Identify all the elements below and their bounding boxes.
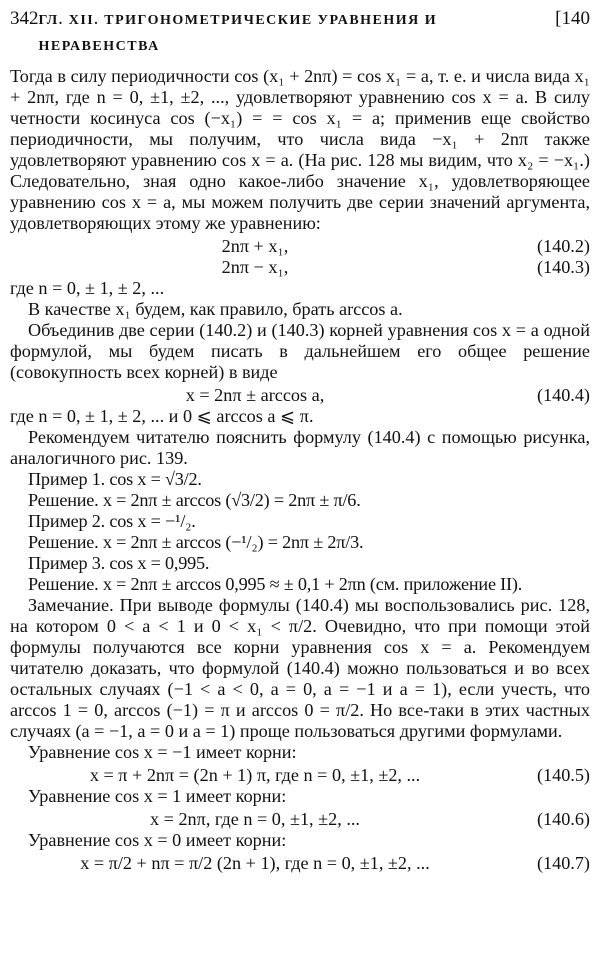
equation-expression: x = 2nπ ± arccos a, <box>185 385 325 405</box>
case-intro: Уравнение cos x = 1 имеет корни: <box>28 786 287 806</box>
equation-number: (140.7) <box>536 853 590 873</box>
example-2: Пример 2. cos x = −¹/₂. <box>28 511 196 531</box>
equation-expression: 2nπ + x₁, <box>221 236 289 256</box>
equation-expression: x = π/2 + nπ = π/2 (2n + 1), где n = 0, ±1, ±2, ... <box>80 853 430 873</box>
equation-140-4 <box>10 385 590 406</box>
book-page <box>10 0 590 874</box>
chapter-title: ГЛ. XII. ТРИГОНОМЕТРИЧЕСКИЕ УРАВНЕНИЯ И НЕРАВЕНСТВА <box>38 13 438 54</box>
equation-number: (140.5) <box>536 765 590 785</box>
equation-140-7 <box>10 853 590 874</box>
remark-paragraph: Замечание. При выводе формулы (140.4) мы воспользовались рис. 128, на котором 0 < a < 1 и 0 < x₁ < π/2. Очевидно, что при помощи этой формулы получаются все корни уравнения cos x = a. Рекомендуем читателю доказать, что формулой (140.4) можно пользоваться и во всех остальных случаях (−1 < a < 0, a = 0, a = −1 и a = 1), если учесть, что arccos 1 = 0, arccos (−1) = π и arccos 0 = π/2. Но все-таки в этих частных случаях (a = −1, a = 0 и a = 1) проще пользоваться другими формулами. <box>10 595 590 741</box>
equation-expression: 2nπ − x₁, <box>221 257 289 277</box>
where-clause: где n = 0, ± 1, ± 2, ... и 0 ⩽ arccos a ⩽ π. <box>10 406 314 426</box>
page-number: 342 <box>10 8 39 29</box>
case-intro: Уравнение cos x = 0 имеет корни: <box>28 830 287 850</box>
equation-number: (140.6) <box>536 809 590 829</box>
section-number: [140 <box>555 8 590 29</box>
solution-3: Решение. x = 2nπ ± arccos 0,995 ≈ ± 0,1 + 2πn (см. приложение II). <box>28 574 523 594</box>
equation-number: (140.3) <box>536 257 590 277</box>
equation-number: (140.4) <box>536 385 590 405</box>
example-3: Пример 3. cos x = 0,995. <box>28 553 210 573</box>
paragraph-periodicity: Тогда в силу периодичности cos (x₁ + 2nπ) = cos x₁ = a, т. е. и числа вида x₁ + 2nπ, где n = 0, ±1, ±2, ..., удовлетворяют уравнению cos x = a. В силу четности косинуса cos (−x₁) = = cos x₁ = a; применив еще свойство периодичности, мы получим, что числа вида −x₁ + 2nπ также удовлетворяют уравнению cos x = a. (На рис. 128 мы видим, что x₂ = −x₁.) Следовательно, зная одно какое-либо значение x₁, удовлетворяющее уравнению cos x = a, мы можем получить две серии значений аргумента, удовлетворяющих этому же уравнению: <box>10 66 590 233</box>
equation-expression: x = 2nπ, где n = 0, ±1, ±2, ... <box>150 809 360 829</box>
equation-140-5 <box>10 765 590 786</box>
paragraph-recommend: Рекомендуем читателю пояснить формулу (140.4) с помощью рисунка, аналогичного рис. 139. <box>10 427 590 468</box>
where-clause: где n = 0, ± 1, ± 2, ... <box>10 278 165 298</box>
example-1: Пример 1. cos x = √3/2. <box>28 469 202 489</box>
case-intro: Уравнение cos x = −1 имеет корни: <box>28 742 297 762</box>
solution-1: Решение. x = 2nπ ± arccos (√3/2) = 2nπ ± π/6. <box>28 490 361 510</box>
equation-140-6 <box>10 809 590 830</box>
solution-2: Решение. x = 2nπ ± arccos (−¹/₂) = 2nπ ± 2π/3. <box>28 532 364 552</box>
equation-140-2 <box>10 236 590 257</box>
paragraph-choice: В качестве x₁ будем, как правило, брать arccos a. <box>28 299 403 319</box>
paragraph-combine: Объединив две серии (140.2) и (140.3) корней уравнения cos x = a одной формулой, мы будем писать в дальнейшем его общее решение (совокупность всех корней) в виде <box>10 320 590 382</box>
equation-number: (140.2) <box>536 236 590 256</box>
running-header <box>10 6 590 60</box>
equation-140-3 <box>10 257 590 278</box>
page-body <box>10 66 590 874</box>
equation-expression: x = π + 2nπ = (2n + 1) π, где n = 0, ±1, ±2, ... <box>89 765 421 785</box>
